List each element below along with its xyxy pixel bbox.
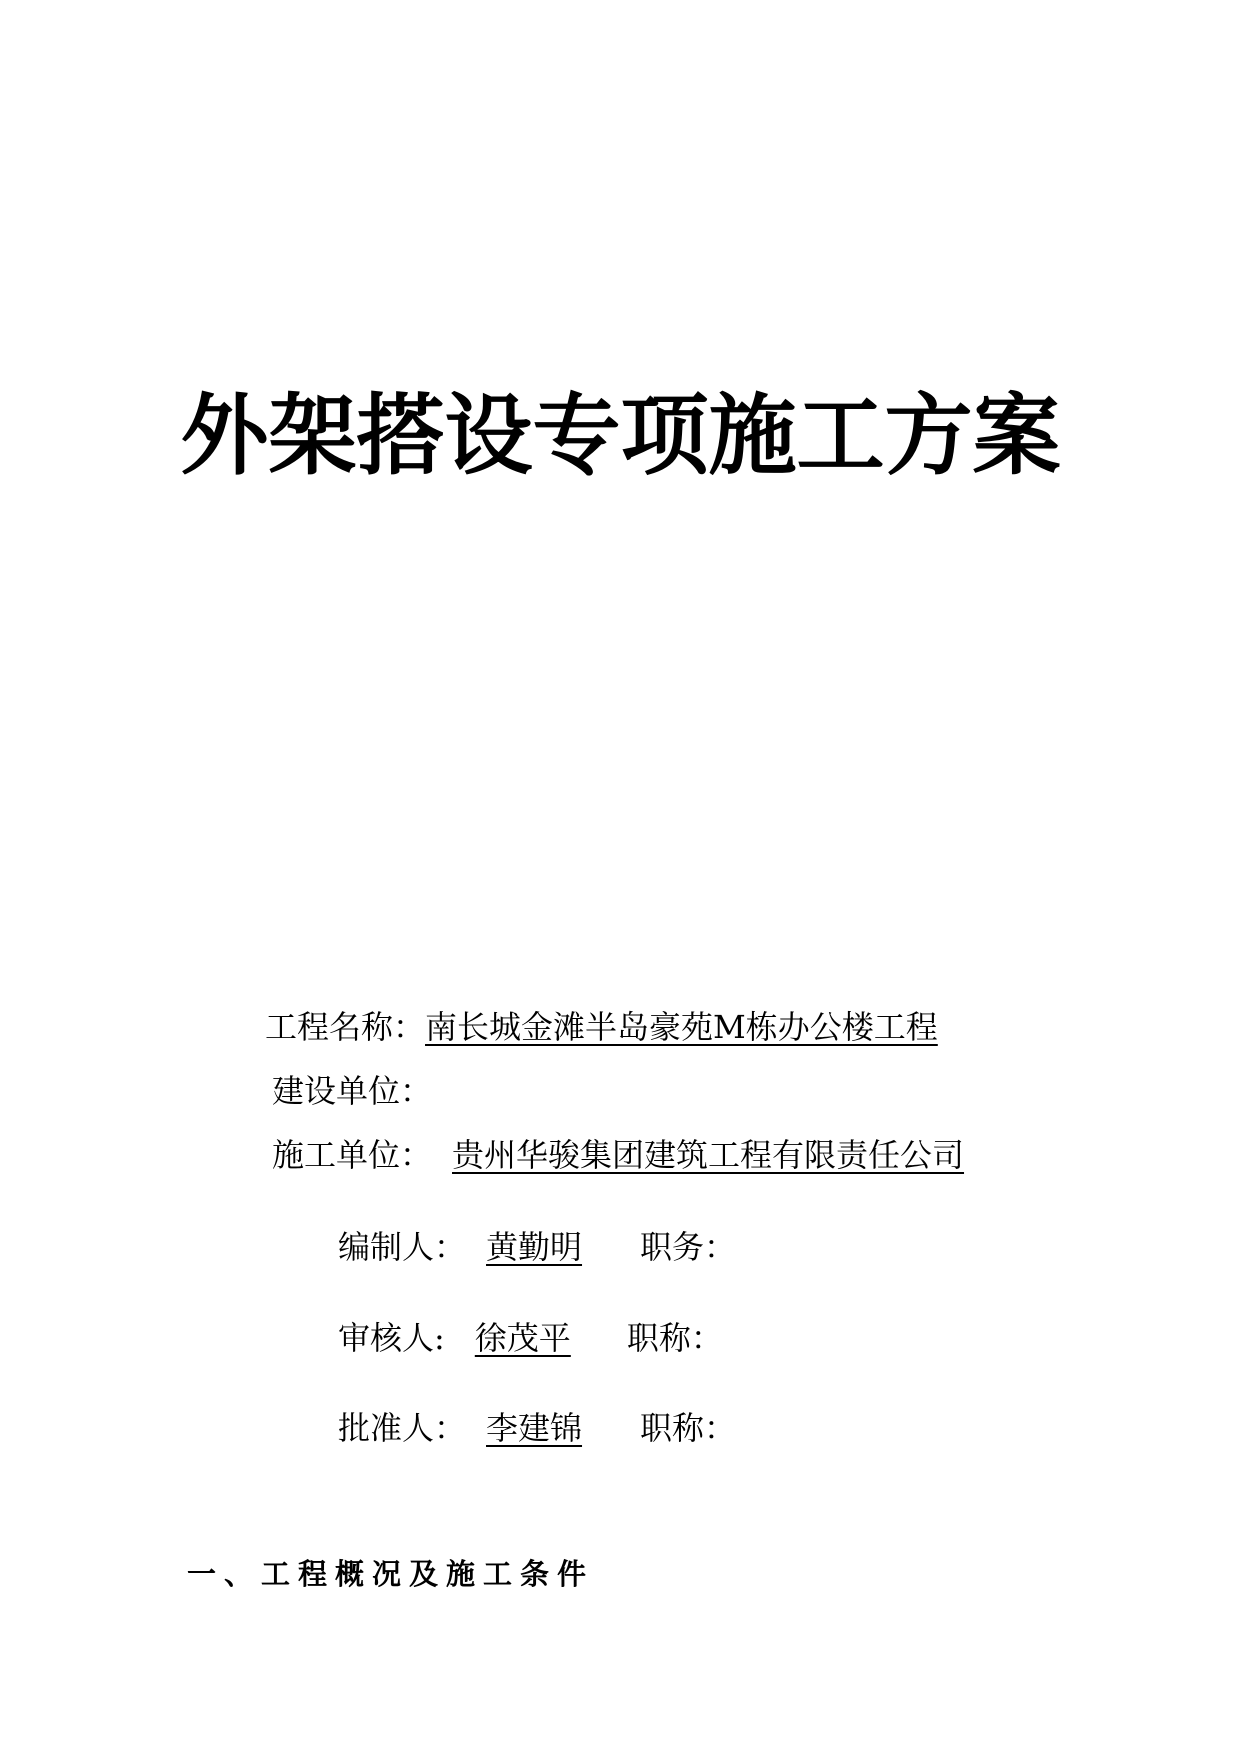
reviewer-title-label: 职称： <box>626 1319 723 1357</box>
project-name-value: 南长城金滩半岛豪苑M栋办公楼工程 <box>425 1008 938 1046</box>
reviewer-name: 徐茂平 <box>474 1319 571 1357</box>
compiler-name: 黄勤明 <box>486 1228 583 1266</box>
compiler-row <box>338 1225 736 1269</box>
compiler-name-field <box>466 1228 602 1266</box>
approver-title-label: 职称： <box>640 1409 737 1447</box>
approver-name: 李建锦 <box>486 1409 583 1447</box>
reviewer-row <box>338 1316 723 1360</box>
document-title: 外架搭设专项施工方案 <box>180 383 1061 487</box>
owner-row <box>272 1069 432 1113</box>
approver-label: 批准人： <box>338 1409 467 1447</box>
owner-label: 建设单位： <box>272 1072 433 1110</box>
reviewer-label: 审核人: <box>338 1319 445 1357</box>
compiler-title-label: 职务： <box>640 1228 737 1266</box>
section-heading: 一、工程概况及施工条件 <box>187 1557 595 1591</box>
contractor-value-field <box>432 1136 964 1174</box>
project-name-label: 工程名称： <box>265 1008 426 1046</box>
contractor-value: 贵州华骏集团建筑工程有限责任公司 <box>452 1136 965 1174</box>
contractor-label: 施工单位： <box>272 1136 433 1174</box>
compiler-label: 编制人： <box>338 1228 467 1266</box>
approver-row <box>338 1406 736 1450</box>
project-name-row <box>265 1005 938 1049</box>
approver-name-field <box>466 1409 602 1447</box>
reviewer-name-field <box>455 1319 571 1357</box>
contractor-row <box>272 1133 964 1177</box>
